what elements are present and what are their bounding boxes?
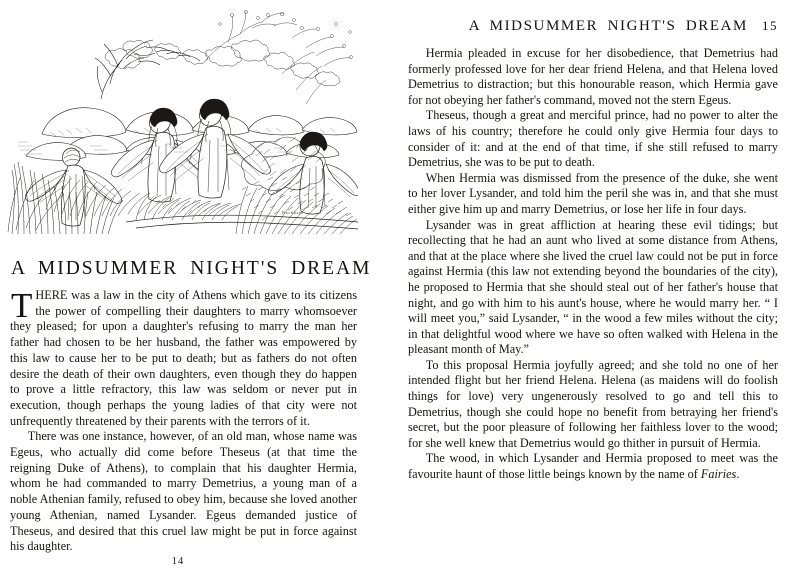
right-page xyxy=(396,0,791,587)
paragraph-tail: . xyxy=(736,467,740,482)
illustration-signature: Rackham xyxy=(282,210,304,215)
paragraph-text: To this proposal Hermia joyfully agreed; and she told no one of her intended flight but her friend Helena. Helena (as maidens will do foolish things for love) very ungenerously resolved to go and tell this to Demetrius, though she could hope no benefit from betraying her friend's secret, but the poor pleasure of following her faithless lover to the wood; for she well knew that Demetrius would go thither in pursuit of Hermia. xyxy=(408,357,778,450)
paragraph xyxy=(408,218,778,358)
paragraph xyxy=(408,171,778,218)
paragraph-text: Lysander was in great affliction at hearing these evil tidings; but recollecting that he had an aunt who lived at some distance from Athens, and that at the place where she lived the cruel law could not be put in force against Hermia (this law not extending beyond the boundaries of the city), he proposed to Hermia that she should steal out of her father's house that night, and go with him to his aunt's house, where he would marry her. “ I will meet you,” said Lysander, “ in the wood a few miles without the city; in that delightful wood where we have so often walked with Helena in the pleasant month of May.” xyxy=(408,217,778,357)
paragraph-text: HERE was a law in the city of Athens which gave to its citizens the power of compelling their daughters to marry whomsoever they pleased; for upon a daughter's refusing to marry the man her father had chosen to be her husband, the father was empowered by this law to cause her to be put to death; but as fathers do not often desire the death of their own daughters, even though they do happen to prove a little refractory, this law was seldom or never put in execution, though perhaps the young ladies of that city were not unfrequently threatened by their parents with the terrors of it. xyxy=(10,288,357,428)
right-page-body xyxy=(408,46,778,483)
folio-left: 14 xyxy=(171,556,185,567)
paragraph xyxy=(408,108,778,170)
chapter-title: A MIDSUMMER NIGHT'S DREAM xyxy=(11,258,372,279)
paragraph-text: When Hermia was dismissed from the presence of the duke, she went to her lover Lysander, and told him the peril she was in, and that she must either give him up and marry Demetrius, or lose her life in four days. xyxy=(408,170,778,216)
italic-term: Fairies xyxy=(700,467,737,482)
paragraph xyxy=(10,288,357,429)
running-head-title: A MIDSUMMER NIGHT'S DREAM xyxy=(468,18,748,34)
left-page-body xyxy=(10,288,357,555)
paragraph xyxy=(10,429,357,555)
paragraph-text: Hermia pleaded in excuse for her disobedience, that Demetrius had formerly professed love for her dear friend Helena, and that Helena loved Demetrius to distraction; but this honourable reason, which Hermia gave for not obeying her father's command, moved not the stern Egeus. xyxy=(408,46,778,107)
paragraph xyxy=(408,46,778,108)
folio-right: 15 xyxy=(762,18,778,33)
paragraph-text: The wood, in which Lysander and Hermia proposed to meet was the favourite haunt of those little beings known by the name of xyxy=(408,451,778,482)
paragraph xyxy=(408,451,778,482)
fairies-in-meadow-illustration xyxy=(6,4,358,236)
paragraph-text: There was one instance, however, of an old man, whose name was Egeus, who actually did come before Theseus (at that time the reigning Duke of Athens), to complain that his daughter Hermia, whom he had commanded to marry Demetrius, a young man of a noble Athenian family, refused to obey him, because she loved another young Athenian, named Lysander. Egeus demanded justice of Theseus, and desired that this cruel law might be put in force against his daughter. xyxy=(10,429,357,554)
paragraph-text: Theseus, though a great and merciful prince, had no power to alter the laws of his country; therefore he could only give Hermia four days to consider of it: and at the end of that time, if she still refused to marry Demetrius, she was to be put to death. xyxy=(408,108,778,170)
paragraph xyxy=(408,358,778,452)
running-head xyxy=(408,18,778,35)
drop-cap: T xyxy=(11,286,33,325)
